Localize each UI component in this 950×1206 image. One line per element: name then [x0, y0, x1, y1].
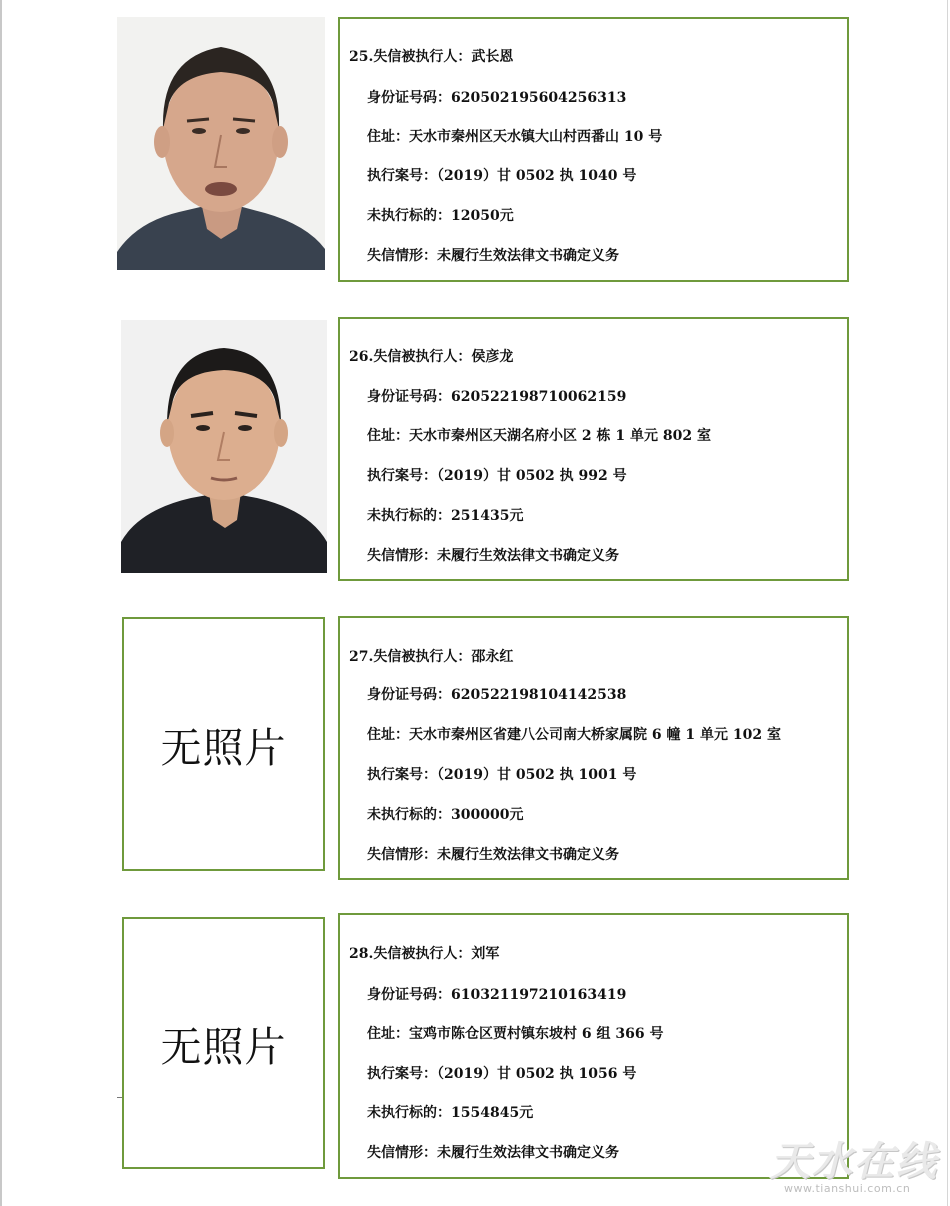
- watermark-brand: 天水在线: [770, 1139, 938, 1185]
- portrait-photo: [117, 17, 325, 270]
- default-situation: 失信情形：未履行生效法律文书确定义务: [367, 1145, 619, 1161]
- case-number: 执行案号：（2019）甘 0502 执 1001 号: [367, 767, 637, 783]
- id-number: 身份证号码：620522198104142538: [367, 687, 627, 703]
- no-photo-box: [122, 617, 325, 871]
- no-photo-label: 无照片: [160, 723, 287, 772]
- default-situation: 失信情形：未履行生效法律文书确定义务: [367, 248, 619, 264]
- record-card: [338, 17, 849, 282]
- debtor-name: 26.失信被执行人：侯彦龙: [349, 349, 514, 365]
- case-number: 执行案号：（2019）甘 0502 执 1040 号: [367, 168, 637, 184]
- debtor-name: 25.失信被执行人：武长恩: [349, 49, 514, 65]
- outstanding-amount: 未执行标的：12050元: [367, 208, 514, 224]
- outstanding-amount: 未执行标的：251435元: [367, 508, 524, 524]
- address: 住址：宝鸡市陈仓区贾村镇东坡村 6 组 366 号: [367, 1026, 664, 1042]
- portrait-photo: [121, 320, 327, 573]
- default-situation: 失信情形：未履行生效法律文书确定义务: [367, 548, 619, 564]
- record-card: [338, 317, 849, 581]
- outstanding-amount: 未执行标的：300000元: [367, 807, 524, 823]
- page-edge: [947, 0, 948, 1206]
- id-number: 身份证号码：610321197210163419: [367, 987, 627, 1003]
- default-situation: 失信情形：未履行生效法律文书确定义务: [367, 847, 619, 863]
- outstanding-amount: 未执行标的：1554845元: [367, 1105, 534, 1121]
- page-edge: [0, 0, 2, 1206]
- record-card: [338, 616, 849, 880]
- address: 住址：天水市秦州区天水镇大山村西番山 10 号: [367, 129, 663, 145]
- watermark-url: www.tianshui.com.cn: [784, 1182, 911, 1195]
- debtor-name: 28.失信被执行人：刘军: [349, 946, 500, 962]
- no-photo-label: 无照片: [160, 1022, 287, 1071]
- id-number: 身份证号码：620522198710062159: [367, 389, 627, 405]
- address: 住址：天水市秦州区省建八公司南大桥家属院 6 幢 1 单元 102 室: [367, 727, 781, 743]
- case-number: 执行案号：（2019）甘 0502 执 1056 号: [367, 1066, 637, 1082]
- id-number: 身份证号码：620502195604256313: [367, 90, 627, 106]
- debtor-name: 27.失信被执行人：邵永红: [349, 649, 514, 665]
- case-number: 执行案号：（2019）甘 0502 执 992 号: [367, 468, 627, 484]
- address: 住址：天水市秦州区天湖名府小区 2 栋 1 单元 802 室: [367, 428, 711, 444]
- site-watermark: [770, 1130, 945, 1202]
- no-photo-box: [122, 917, 325, 1169]
